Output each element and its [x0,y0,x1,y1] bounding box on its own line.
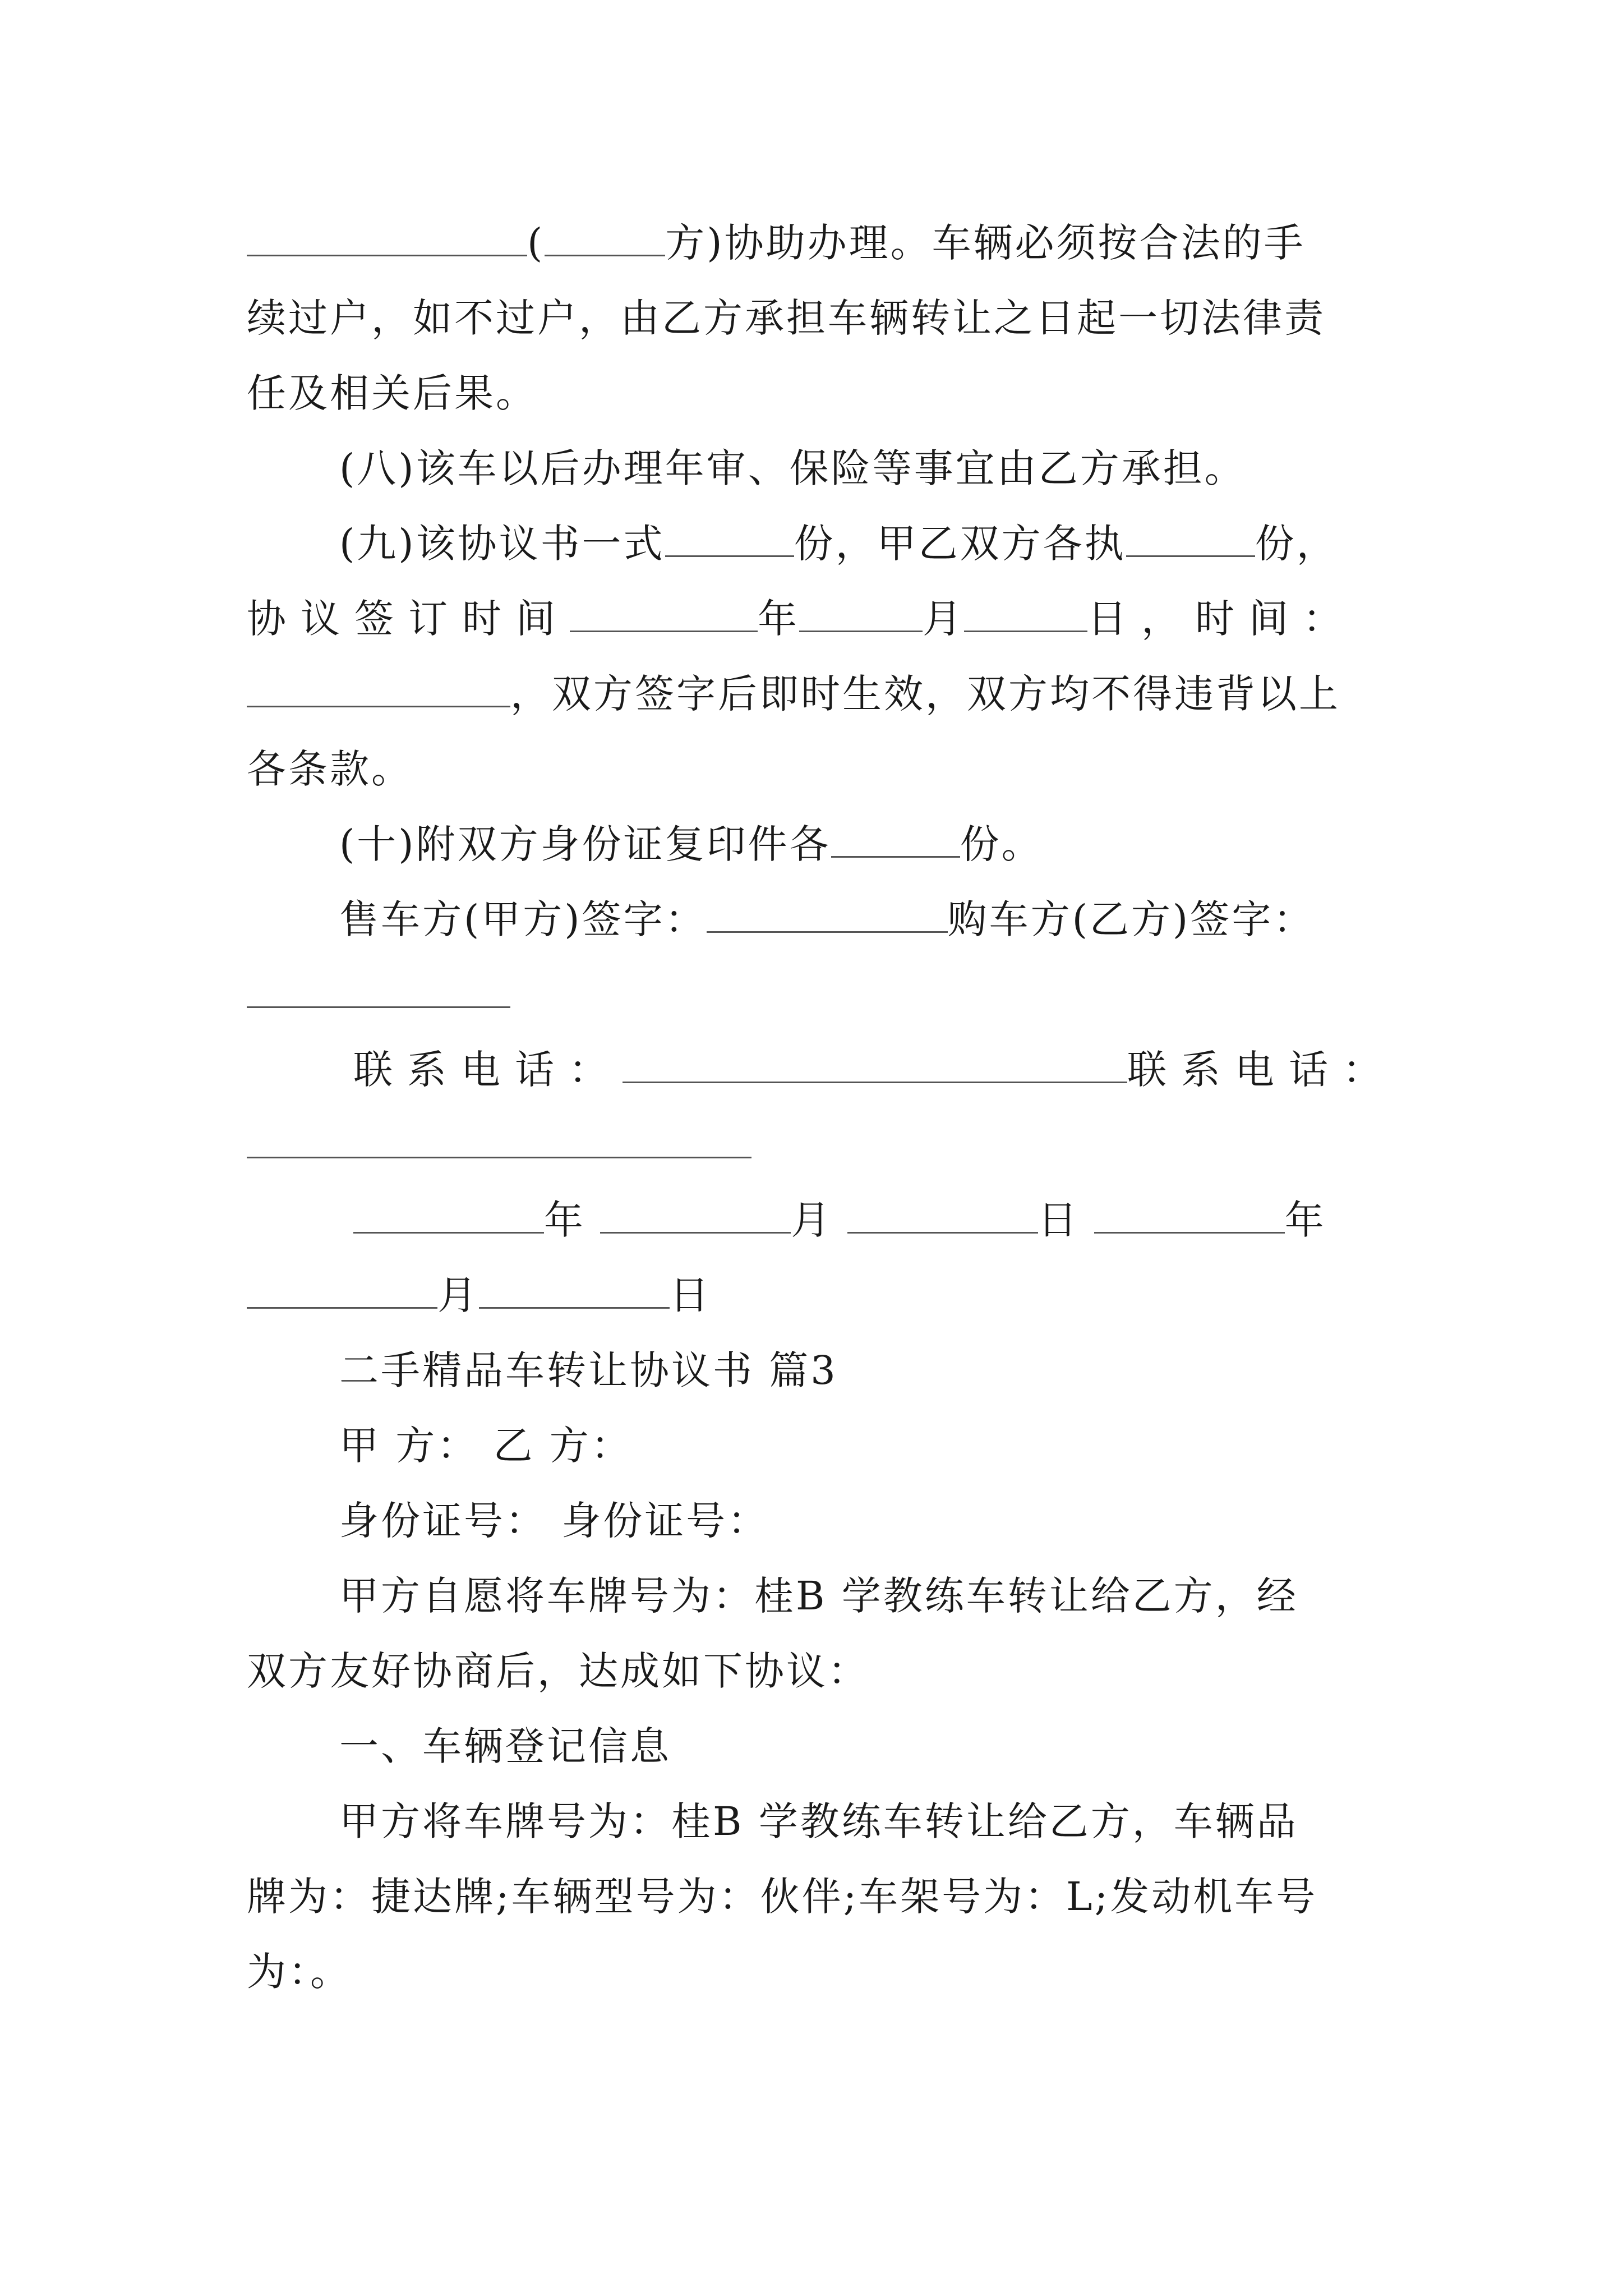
paragraph-line [339,894,1382,945]
text: 年 [1284,1197,1326,1243]
paragraph-line [247,969,1380,1020]
fill-blank[interactable] [964,597,1087,632]
fill-blank[interactable] [707,898,948,933]
paragraph-line: 双方友好协商后，达成如下协议： [247,1648,869,1694]
paragraph-line [339,819,1382,869]
fill-blank[interactable] [247,1273,437,1309]
fill-blank[interactable] [831,822,960,858]
text: 年 [758,596,799,642]
fill-blank[interactable] [247,672,510,707]
text: 月 [923,596,964,642]
text: 月 [437,1272,479,1318]
fill-blank[interactable] [247,1123,751,1158]
paragraph-line [247,669,1380,719]
text: 日 [670,1272,711,1318]
text: 份，甲乙双方各执 [794,521,1126,567]
text: 联系电话： [353,1047,623,1093]
subsection-heading: 一、车辆登记信息 [339,1723,671,1769]
text: 日，时间： [1087,596,1357,642]
section-heading: 二手精品车转让协议书 篇3 [339,1347,838,1393]
paragraph-line: 甲 方： 乙 方： [339,1423,633,1469]
text: 日 [1038,1197,1080,1243]
paragraph-line: 为：。 [247,1949,352,1995]
fill-blank[interactable] [247,221,527,256]
paragraph-line: 甲方将车牌号为：桂B 学教练车转让给乙方，车辆品 [339,1798,1298,1844]
fill-blank[interactable] [479,1273,670,1309]
paragraph-line [247,1120,1380,1170]
text: 协议签订时间 [247,596,570,642]
fill-blank[interactable] [1126,522,1255,557]
text: 份。 [960,821,1043,867]
text: 方)协助办理。车辆必须按合法的手 [665,220,1306,266]
fill-blank[interactable] [665,522,794,557]
paragraph-line [247,218,1380,268]
fill-blank[interactable] [545,221,665,256]
paragraph-line: 身份证号： 身份证号： [339,1498,769,1544]
text: 购车方(乙方)签字： [947,896,1315,942]
paragraph-line: 甲方自愿将车牌号为：桂B 学教练车转让给乙方，经 [339,1573,1298,1619]
text: (九)该协议书一式 [339,521,665,567]
text: 份， [1255,521,1338,567]
fill-blank[interactable] [353,1198,544,1234]
text: ，双方签字后即时生效，双方均不得违背以上 [510,671,1340,717]
paragraph-line [353,1195,1396,1245]
fill-blank[interactable] [623,1048,1127,1083]
paragraph-line: 牌为：捷达牌;车辆型号为：伙伴;车架号为：L;发动机车号 [247,1874,1318,1920]
paragraph-line [247,1270,1380,1320]
text: (十)附双方身份证复印件各 [339,821,831,867]
text: 售车方(甲方)签字： [339,896,707,942]
text: 月 [791,1197,833,1243]
fill-blank[interactable] [1094,1198,1285,1234]
paragraph-line: (八)该车以后办理年审、保险等事宜由乙方承担。 [339,445,1246,491]
fill-blank[interactable] [847,1198,1038,1234]
paragraph-line [353,1045,1396,1095]
fill-blank[interactable] [247,973,510,1008]
paragraph-line [247,593,1380,644]
paragraph-line: 各条款。 [247,746,413,792]
paragraph-line: 续过户，如不过户，由乙方承担车辆转让之日起一切法律责 [247,295,1326,341]
fill-blank[interactable] [570,597,758,632]
paragraph-line: 任及相关后果。 [247,370,537,416]
fill-blank[interactable] [799,597,923,632]
paragraph-line [339,518,1382,569]
text: 联系电话： [1127,1047,1396,1093]
text: ( [527,220,545,266]
text: 年 [544,1197,585,1243]
fill-blank[interactable] [600,1198,791,1234]
